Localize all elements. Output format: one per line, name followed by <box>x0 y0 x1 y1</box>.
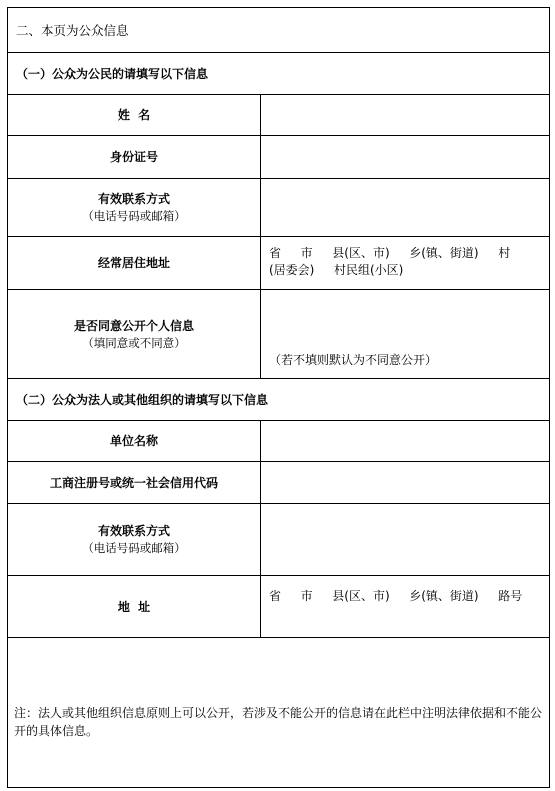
section-title: 二、本页为公众信息 <box>16 23 129 38</box>
consent-hint: （填同意或不同意） <box>82 335 186 350</box>
citizen-address-label-cell <box>8 237 261 289</box>
citizen-contact-label: 有效联系方式 <box>97 192 170 206</box>
citizen-address-template-line2: (居委会) 村民组(小区) <box>269 263 404 277</box>
section-title-row <box>8 8 549 53</box>
org-address-label-cell <box>8 576 261 637</box>
unit-name-row <box>8 421 549 462</box>
org-address-template: 省 市 县(区、市) 乡(镇、街道) 路号 <box>269 589 523 603</box>
citizen-address-row <box>8 237 549 290</box>
consent-label-cell <box>8 290 261 378</box>
registration-label: 工商注册号或统一社会信用代码 <box>49 475 218 490</box>
name-label: 姓 名 <box>117 108 151 122</box>
citizen-header-text: （一）公众为公民的请填写以下信息 <box>16 66 209 81</box>
citizen-address-field[interactable] <box>261 237 549 289</box>
org-header-text: （二）公众为法人或其他组织的请填写以下信息 <box>16 392 269 407</box>
org-address-row <box>8 576 549 638</box>
citizen-address-template-line1: 省 市 县(区、市) 乡(镇、街道) 村 <box>269 246 511 260</box>
registration-label-cell <box>8 462 261 503</box>
citizen-contact-row <box>8 179 549 237</box>
consent-label: 是否同意公开个人信息 <box>73 318 194 333</box>
consent-field[interactable] <box>261 290 549 378</box>
note-row <box>8 638 549 787</box>
consent-row <box>8 290 549 379</box>
name-label-cell <box>8 95 261 135</box>
id-label-cell <box>8 136 261 178</box>
public-info-form <box>7 7 550 788</box>
disclosure-note[interactable]: 注：法人或其他组织信息原则上可以公开，若涉及不能公开的信息请在此栏中注明法律依据和不能公开的具体信息。 <box>14 706 543 738</box>
registration-row <box>8 462 549 504</box>
org-address-field[interactable] <box>261 576 549 637</box>
id-row <box>8 136 549 179</box>
org-contact-hint: （电话号码或邮箱） <box>82 541 186 555</box>
citizen-contact-field[interactable] <box>261 179 549 236</box>
citizen-contact-hint: （电话号码或邮箱） <box>82 209 186 223</box>
name-field[interactable] <box>261 95 549 135</box>
name-row <box>8 95 549 136</box>
citizen-section-header <box>8 53 549 95</box>
citizen-address-label: 经常居住地址 <box>97 256 170 270</box>
unit-name-field[interactable] <box>261 421 549 461</box>
org-contact-row <box>8 504 549 576</box>
org-address-label: 地 址 <box>117 599 151 614</box>
unit-name-label: 单位名称 <box>109 434 158 448</box>
org-contact-label: 有效联系方式 <box>97 524 170 538</box>
id-label: 身份证号 <box>109 150 158 164</box>
org-section-header <box>8 379 549 421</box>
org-contact-label-cell <box>8 504 261 575</box>
consent-default-note: （若不填则默认为不同意公开） <box>269 353 438 367</box>
id-number-field[interactable] <box>261 136 549 178</box>
registration-field[interactable] <box>261 462 549 503</box>
unit-name-label-cell <box>8 421 261 461</box>
citizen-contact-label-cell <box>8 179 261 236</box>
org-contact-field[interactable] <box>261 504 549 575</box>
